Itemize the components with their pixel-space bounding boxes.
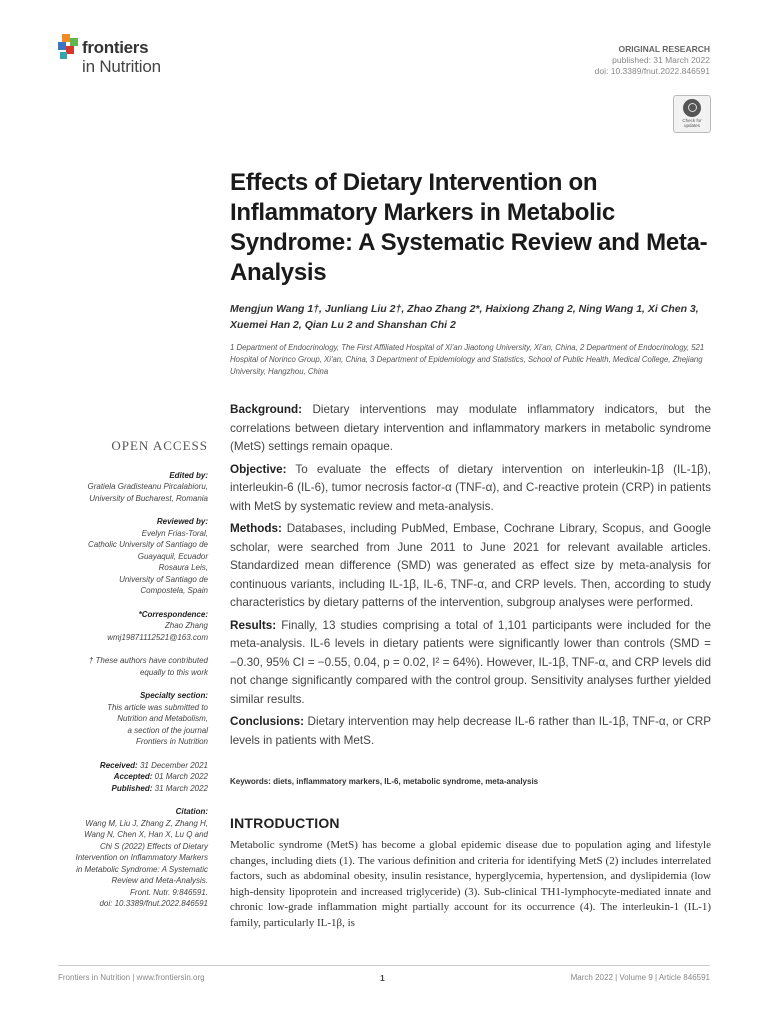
contrib-note-line: † These authors have contributed bbox=[88, 656, 208, 665]
page-number: 1 bbox=[380, 973, 385, 983]
conclusions-text: Dietary intervention may help decrease IL-6 rather than IL-1β, TNF-α, or CRP levels in patients with MetS. bbox=[230, 715, 711, 747]
citation-label: Citation: bbox=[175, 807, 208, 816]
check-for-updates-button[interactable] bbox=[673, 95, 711, 133]
methods-label: Methods: bbox=[230, 522, 282, 535]
abstract-objective bbox=[230, 461, 711, 517]
objective-text: To evaluate the effects of dietary intervention on interleukin-1β (IL-1β), interleukin-6 (IL-6), tumor necrosis factor-α (TNF-α), and C-reactive protein (CRP) in patients with MetS by systematic review and meta-analysis. bbox=[230, 462, 711, 513]
frontiers-logo-icon bbox=[56, 34, 80, 64]
specialty-label: Specialty section: bbox=[139, 691, 208, 700]
article-doi[interactable]: doi: 10.3389/fnut.2022.846591 bbox=[594, 66, 710, 76]
results-text: Finally, 13 studies comprising a total of 1,101 participants were included for the meta-analysis. IL-6 levels in dietary patients were significantly lower than controls (SMD = −0.30, 95% CI = −0.55, 0.04, p = 0.02, I² = 64%). However, IL-1β, TNF-α, and CRP levels did not change significantly compared with the control group. Sensitivity analyses further yielded similar results. bbox=[230, 618, 711, 706]
edited-by-block bbox=[60, 470, 208, 505]
open-access-label: OPEN ACCESS bbox=[111, 438, 208, 453]
introduction-text: Metabolic syndrome (MetS) has become a global epidemic disease due to population aging and lifestyle changes, including diets (1). The various definition and criteria for identifying MetS (2) includes interrelated factors, such as abdominal obesity, insulin resistance, hyperglycemia, hypertension, and dyslipidemia (low high-density lipoprotein and increased triglyceride) (3). Sub-clinical TH1-lymphocyte-mediated innate and chronic low-grade inflammation might partially account for its occurrence (4). The interleukin-1 (IL-1) family, particularly IL-1β, is bbox=[230, 839, 711, 929]
specialty-line: Frontiers in Nutrition bbox=[135, 737, 208, 746]
footer-journal-link[interactable]: Frontiers in Nutrition | www.frontiersin.org bbox=[58, 973, 205, 982]
reviewed-by-label: Reviewed by: bbox=[156, 517, 208, 526]
footer-issue-info: March 2022 | Volume 9 | Article 846591 bbox=[570, 973, 710, 982]
citation-line: Review and Meta-Analysis. bbox=[111, 876, 208, 885]
article-title: Effects of Dietary Intervention on Inflammatory Markers in Metabolic Syndrome: A Systematic Review and Meta-Analysis bbox=[230, 169, 708, 286]
editor-line: Gratiela Gradisteanu Pircalabioru, bbox=[87, 482, 208, 491]
received-date: 31 December 2021 bbox=[139, 760, 208, 770]
specialty-line: This article was submitted to bbox=[107, 702, 208, 712]
affiliations: 1 Department of Endocrinology, The First Affiliated Hospital of Xi'an Jiaotong University, Xi'an, China, 2 Department of Endocrinology, 521 Hospital of Norinco Group, Xi'an, China, 3 Department of Epidemiology and Statistics, School of Public Health, Medical College, Zhejiang University, Hangzhou, China bbox=[230, 343, 705, 376]
check-updates-label: Check for updates bbox=[682, 118, 702, 128]
journal-logo[interactable] bbox=[56, 34, 196, 78]
section-heading-introduction: INTRODUCTION bbox=[230, 815, 340, 831]
background-text: Dietary interventions may modulate inflammatory indicators, but the correlations between dietary intervention and inflammatory markers in metabolic syndrome (MetS) settings remain opaque. bbox=[230, 403, 711, 453]
conclusions-label: Conclusions: bbox=[230, 715, 305, 728]
keywords: Keywords: diets, inflammatory markers, IL-6, metabolic syndrome, meta-analysis bbox=[230, 777, 539, 786]
citation-line: Wang N, Chen X, Han X, Lu Q and bbox=[84, 830, 208, 839]
citation-line: Chi S (2022) Effects of Dietary bbox=[99, 841, 208, 851]
journal-subtitle: in Nutrition bbox=[82, 57, 161, 76]
specialty-line: Nutrition and Metabolism, bbox=[117, 714, 208, 723]
abstract-background bbox=[230, 401, 711, 457]
journal-brand: frontiers bbox=[82, 38, 149, 57]
abstract-results bbox=[230, 617, 711, 710]
abstract-conclusions bbox=[230, 713, 711, 750]
reviewer-line: Catholic University of Santiago de bbox=[87, 540, 208, 549]
citation-line: in Metabolic Syndrome: A Systematic bbox=[76, 864, 208, 874]
abstract bbox=[230, 401, 711, 754]
correspondence-label: *Correspondence: bbox=[138, 609, 208, 619]
citation-line: Intervention on Inflammatory Markers bbox=[75, 853, 208, 862]
published-label: Published: bbox=[111, 783, 153, 793]
check-updates-icon bbox=[683, 99, 701, 117]
specialty-block bbox=[60, 690, 208, 748]
published-date-sidebar: 31 March 2022 bbox=[154, 783, 208, 793]
abstract-methods bbox=[230, 520, 711, 613]
methods-text: Databases, including PubMed, Embase, Cochrane Library, Scopus, and Google scholar, were searched from June 2011 to June 2021 for relevant available articles. Standardized mean difference (SMD) was generated as effect size by meta-analysis for continuous variants, including IL-1β, IL-6, TNF-α, and CRP levels. Then, according to study characteristics by dietary patterns of the intervention, subgroup analyses were performed. bbox=[230, 522, 711, 609]
citation-line: Wang M, Liu J, Zhang Z, Zhang H, bbox=[85, 818, 208, 828]
edited-by-label: Edited by: bbox=[169, 470, 208, 480]
background-label: Background: bbox=[230, 403, 303, 416]
reviewer-line: Guayaquil, Ecuador bbox=[137, 551, 208, 561]
footer-divider bbox=[58, 965, 710, 966]
results-label: Results: bbox=[230, 618, 277, 632]
sidebar bbox=[60, 440, 208, 922]
reviewer-line: Compostela, Spain bbox=[140, 586, 208, 595]
published-date: published: 31 March 2022 bbox=[612, 55, 710, 65]
reviewed-by-block bbox=[60, 516, 208, 597]
citation-block bbox=[60, 806, 208, 910]
accepted-label: Accepted: bbox=[113, 772, 153, 781]
citation-doi[interactable]: doi: 10.3389/fnut.2022.846591 bbox=[99, 899, 208, 908]
correspondence-name: Zhao Zhang bbox=[164, 621, 208, 630]
citation-line: Front. Nutr. 9:846591. bbox=[130, 887, 208, 897]
contrib-note-line: equally to this work bbox=[139, 667, 208, 677]
reviewer-line: University of Santiago de bbox=[119, 574, 208, 584]
editor-line: University of Bucharest, Romania bbox=[89, 493, 208, 503]
specialty-line: a section of the journal bbox=[127, 725, 208, 735]
received-label: Received: bbox=[99, 760, 138, 770]
correspondence-block bbox=[60, 609, 208, 644]
contribution-note bbox=[60, 655, 208, 678]
accepted-date: 01 March 2022 bbox=[154, 772, 208, 781]
objective-label: Objective: bbox=[230, 462, 287, 476]
correspondence-email[interactable]: wmj19871112521@163.com bbox=[107, 632, 208, 642]
dates-block bbox=[60, 760, 208, 795]
reviewer-line: Evelyn Frias-Toral, bbox=[141, 528, 208, 538]
author-list: Mengjun Wang 1†, Junliang Liu 2†, Zhao Zhang 2*, Haixiong Zhang 2, Ning Wang 1, Xi Chen 3, Xuemei Han 2, Qian Lu 2 and Shanshan Chi 2 bbox=[230, 303, 699, 331]
article-type: ORIGINAL RESEARCH bbox=[618, 44, 710, 54]
article-meta-header bbox=[595, 44, 710, 77]
reviewer-line: Rosaura Leis, bbox=[158, 563, 208, 572]
